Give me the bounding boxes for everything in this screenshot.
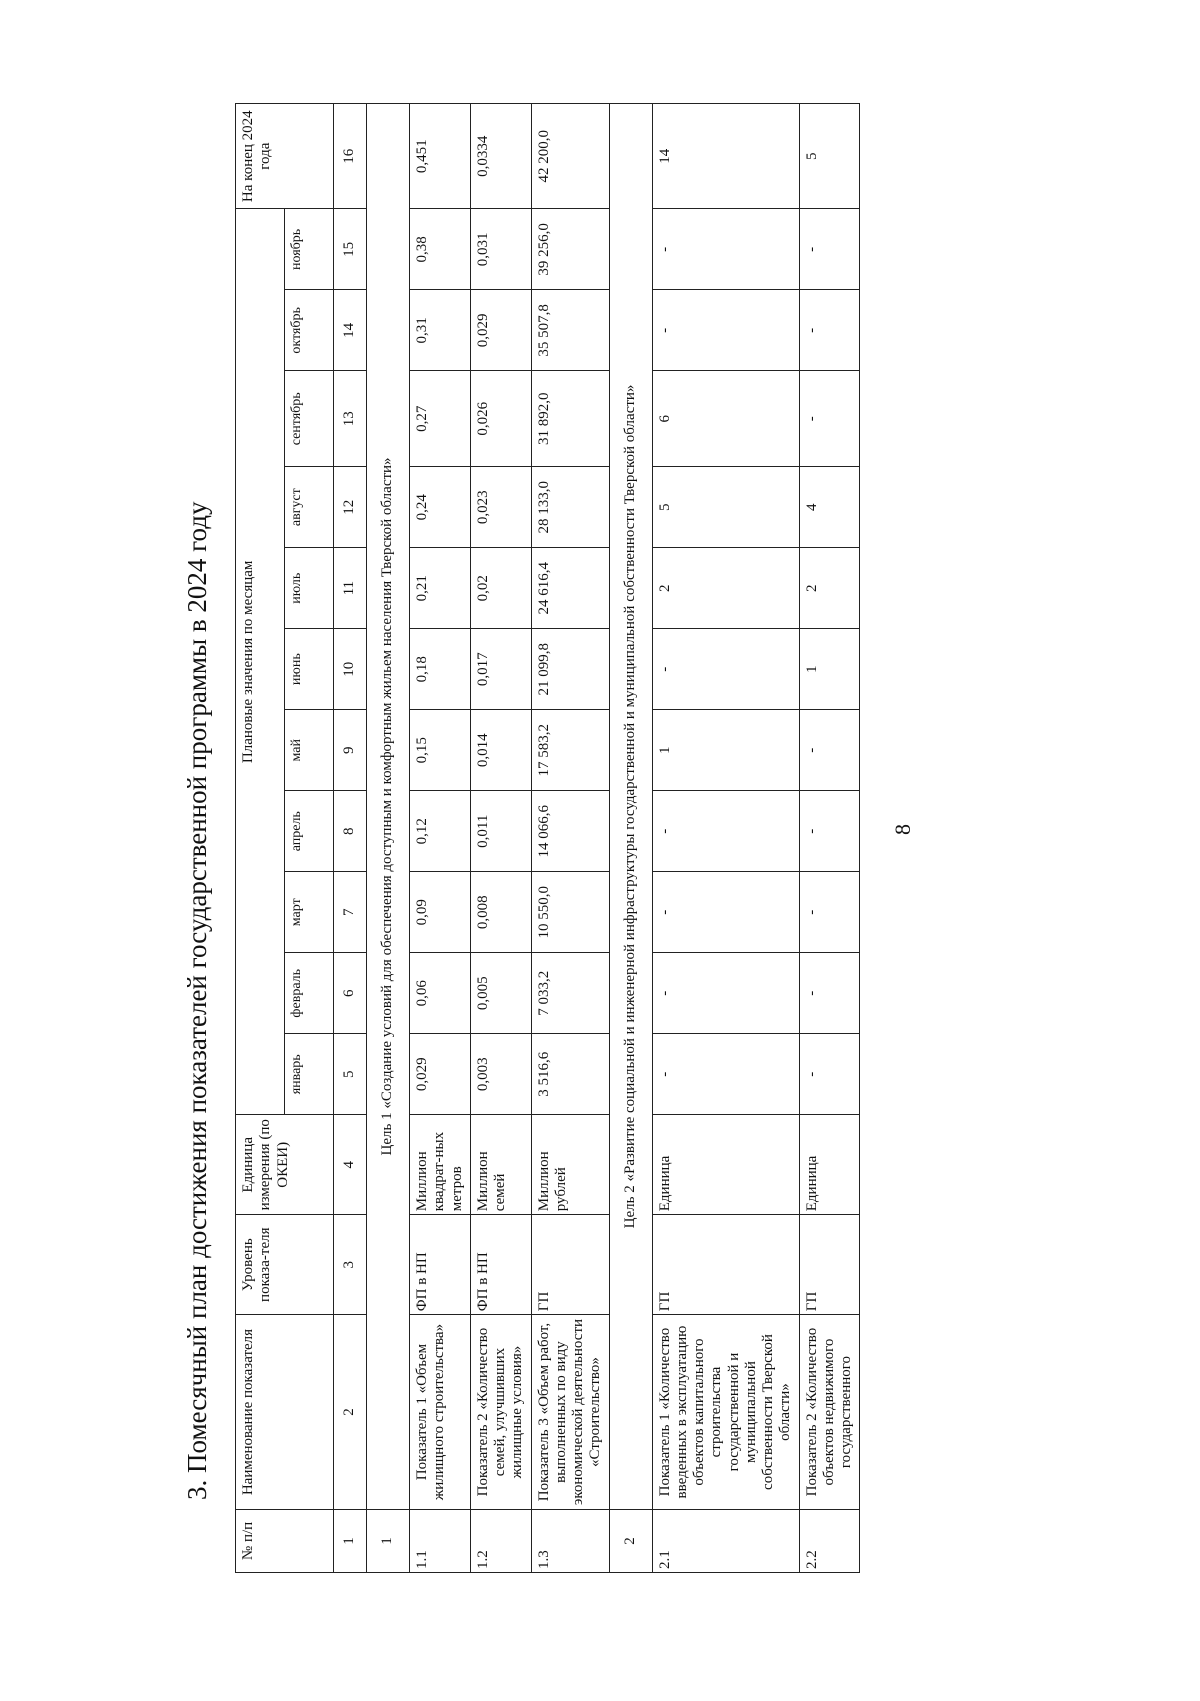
month-value: - xyxy=(652,1034,799,1115)
month-value: 31 892,0 xyxy=(531,371,609,467)
month-value: 0,31 xyxy=(410,290,471,371)
month-value: 2 xyxy=(652,548,799,629)
document-title: 3. Помесячный план достижения показателей государственной программы в 2024 году xyxy=(182,501,212,1500)
month-value: 28 133,0 xyxy=(531,467,609,548)
header-month: май xyxy=(285,710,334,791)
header-month: март xyxy=(285,872,334,953)
goal-number: 1 xyxy=(367,1509,410,1572)
end-year-value: 14 xyxy=(652,104,799,209)
month-value: 0,18 xyxy=(410,629,471,710)
goal-row xyxy=(609,104,652,1573)
month-value: 1 xyxy=(652,710,799,791)
month-value: - xyxy=(799,1034,860,1115)
goal-number: 2 xyxy=(609,1509,652,1572)
month-value: - xyxy=(652,290,799,371)
month-value: - xyxy=(799,791,860,872)
header-month: июль xyxy=(285,548,334,629)
month-value: 0,15 xyxy=(410,710,471,791)
header-month: февраль xyxy=(285,953,334,1034)
indicator-name: Показатель 2 «Количество объектов недвижимого государственного xyxy=(799,1315,860,1510)
indicator-level: ГП xyxy=(531,1215,609,1315)
column-number: 7 xyxy=(334,872,367,953)
goal-row xyxy=(367,104,410,1573)
row-number: 2.2 xyxy=(799,1509,860,1572)
table-body xyxy=(367,104,860,1573)
column-number: 16 xyxy=(334,104,367,209)
month-value: 0,12 xyxy=(410,791,471,872)
column-number: 4 xyxy=(334,1115,367,1215)
month-value: 1 xyxy=(799,629,860,710)
month-value: 0,21 xyxy=(410,548,471,629)
goal-title: Цель 2 «Развитие социальной и инженерной инфраструктуры государственной и муниципальной собственности Тверской области» xyxy=(609,104,652,1510)
month-value: - xyxy=(799,290,860,371)
end-year-value: 42 200,0 xyxy=(531,104,609,209)
header-month: октябрь xyxy=(285,290,334,371)
row-number: 2.1 xyxy=(652,1509,799,1572)
column-number: 15 xyxy=(334,209,367,290)
column-number: 12 xyxy=(334,467,367,548)
month-value: - xyxy=(652,791,799,872)
month-value: 24 616,4 xyxy=(531,548,609,629)
column-number: 5 xyxy=(334,1034,367,1115)
column-number: 1 xyxy=(334,1509,367,1572)
month-value: 0,029 xyxy=(470,290,531,371)
month-value: 4 xyxy=(799,467,860,548)
header-month: ноябрь xyxy=(285,209,334,290)
month-value: - xyxy=(652,953,799,1034)
page-number: 8 xyxy=(890,824,915,835)
indicator-level: ГП xyxy=(652,1215,799,1315)
indicator-unit: Миллион рублей xyxy=(531,1115,609,1215)
end-year-value: 5 xyxy=(799,104,860,209)
indicator-row xyxy=(799,104,860,1573)
goal-title: Цель 1 «Создание условий для обеспечения доступным и комфортным жильем населения Тверской области» xyxy=(367,104,410,1510)
end-year-value: 0,0334 xyxy=(470,104,531,209)
column-number: 14 xyxy=(334,290,367,371)
column-number: 2 xyxy=(334,1315,367,1510)
month-value: 0,017 xyxy=(470,629,531,710)
month-value: 0,014 xyxy=(470,710,531,791)
indicator-unit: Миллион квадрат-ных метров xyxy=(410,1115,471,1215)
month-value: 0,011 xyxy=(470,791,531,872)
month-value: 3 516,6 xyxy=(531,1034,609,1115)
indicator-name: Показатель 1 «Объем жилищного строительства» xyxy=(410,1315,471,1510)
month-value: 0,029 xyxy=(410,1034,471,1115)
indicator-unit: Единица xyxy=(799,1115,860,1215)
month-value: 14 066,6 xyxy=(531,791,609,872)
month-value: 0,06 xyxy=(410,953,471,1034)
indicator-name: Показатель 2 «Количество семей, улучшивших жилищные условия» xyxy=(470,1315,531,1510)
month-value: 35 507,8 xyxy=(531,290,609,371)
month-value: 39 256,0 xyxy=(531,209,609,290)
column-number: 10 xyxy=(334,629,367,710)
month-value: 0,24 xyxy=(410,467,471,548)
indicator-name: Показатель 3 «Объем работ, выполненных по виду экономической деятельности «Строительство» xyxy=(531,1315,609,1510)
header-level: Уровень показа-теля xyxy=(236,1215,334,1315)
month-value: 0,02 xyxy=(470,548,531,629)
month-value: 0,023 xyxy=(470,467,531,548)
month-value: - xyxy=(799,371,860,467)
header-month: июнь xyxy=(285,629,334,710)
column-number: 6 xyxy=(334,953,367,1034)
indicator-name: Показатель 1 «Количество введенных в эксплуатацию объектов капитального строительства государственной и муниципальной собственности Тверской области» xyxy=(652,1315,799,1510)
month-value: 0,09 xyxy=(410,872,471,953)
end-year-value: 0,451 xyxy=(410,104,471,209)
month-value: 0,27 xyxy=(410,371,471,467)
month-value: 0,031 xyxy=(470,209,531,290)
header-month: январь xyxy=(285,1034,334,1115)
month-value: - xyxy=(799,953,860,1034)
row-number: 1.1 xyxy=(410,1509,471,1572)
indicator-row xyxy=(410,104,471,1573)
month-value: 0,38 xyxy=(410,209,471,290)
indicator-level: ГП xyxy=(799,1215,860,1315)
header-row-1 xyxy=(236,104,285,1573)
month-value: 10 550,0 xyxy=(531,872,609,953)
column-number: 8 xyxy=(334,791,367,872)
month-value: - xyxy=(652,629,799,710)
header-num: № п/п xyxy=(236,1509,334,1572)
indicator-level: ФП в НП xyxy=(410,1215,471,1315)
row-number: 1.2 xyxy=(470,1509,531,1572)
indicator-row xyxy=(470,104,531,1573)
header-monthly-group: Плановые значения по месяцам xyxy=(236,209,285,1115)
monthly-plan-table xyxy=(235,103,860,1573)
column-number: 9 xyxy=(334,710,367,791)
header-month: апрель xyxy=(285,791,334,872)
month-value: 7 033,2 xyxy=(531,953,609,1034)
month-value: 5 xyxy=(652,467,799,548)
month-value: - xyxy=(799,710,860,791)
header-end-year: На конец 2024 года xyxy=(236,104,334,209)
column-number: 13 xyxy=(334,371,367,467)
indicator-level: ФП в НП xyxy=(470,1215,531,1315)
indicator-unit: Единица xyxy=(652,1115,799,1215)
indicator-row xyxy=(652,104,799,1573)
month-value: - xyxy=(799,209,860,290)
month-value: 6 xyxy=(652,371,799,467)
row-number: 1.3 xyxy=(531,1509,609,1572)
month-value: 0,003 xyxy=(470,1034,531,1115)
month-value: 17 583,2 xyxy=(531,710,609,791)
month-value: - xyxy=(799,872,860,953)
month-value: 0,026 xyxy=(470,371,531,467)
indicator-unit: Миллион семей xyxy=(470,1115,531,1215)
month-value: 0,005 xyxy=(470,953,531,1034)
month-value: - xyxy=(652,209,799,290)
column-number-row xyxy=(334,104,367,1573)
month-value: 2 xyxy=(799,548,860,629)
column-number: 11 xyxy=(334,548,367,629)
month-value: - xyxy=(652,872,799,953)
indicator-row xyxy=(531,104,609,1573)
header-month: август xyxy=(285,467,334,548)
header-month: сентябрь xyxy=(285,371,334,467)
column-number: 3 xyxy=(334,1215,367,1315)
header-name: Наименование показателя xyxy=(236,1315,334,1510)
month-value: 0,008 xyxy=(470,872,531,953)
month-value: 21 099,8 xyxy=(531,629,609,710)
header-unit: Единица измерения (по ОКЕИ) xyxy=(236,1115,334,1215)
rotated-table-container xyxy=(235,103,1040,1573)
